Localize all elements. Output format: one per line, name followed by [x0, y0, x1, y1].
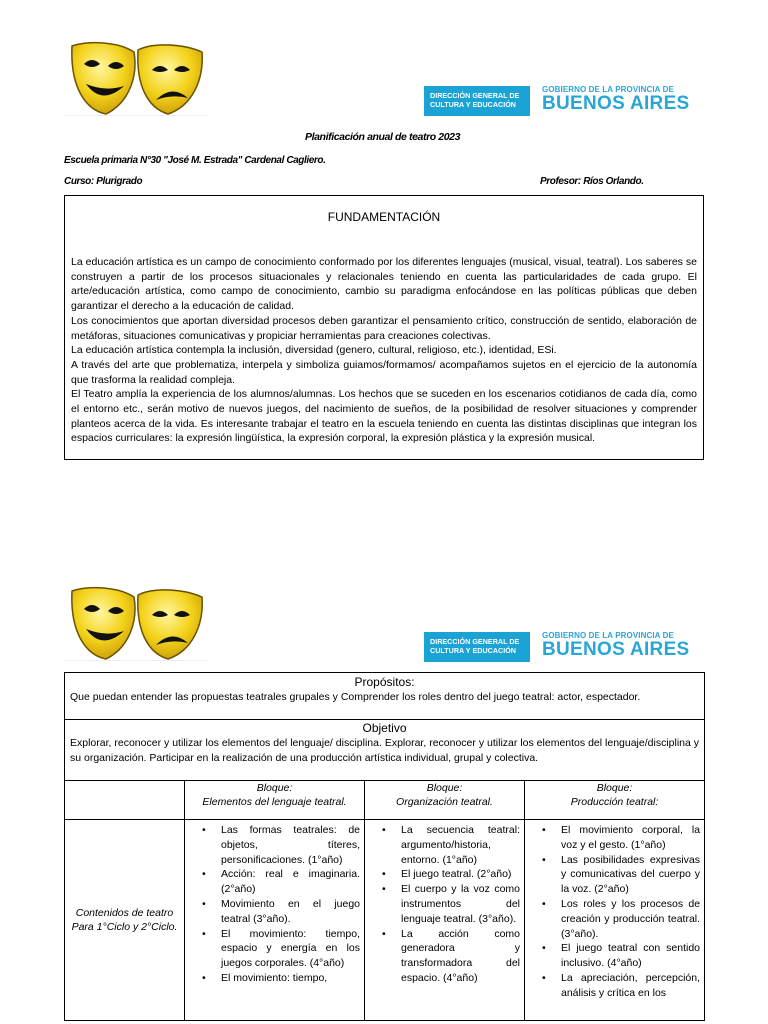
bloque-1-title: Elementos del lenguaje teatral. [202, 796, 347, 808]
bullet-list [365, 823, 524, 986]
bloque-3-title: Producción teatral: [570, 796, 659, 808]
objetivo-cell [65, 720, 705, 781]
list-item: • Acción: real e imaginaria. (2°año) [199, 867, 360, 897]
list-item: • La secuencia teatral: argumento/historia, entorno. (1°año) [379, 823, 520, 867]
government-logo [424, 84, 690, 118]
bloque-2-header [365, 781, 525, 820]
contenidos-line1: Contenidos de teatro [75, 907, 174, 919]
list-item: • El movimiento: tiempo, [199, 971, 360, 986]
government-logo [424, 630, 690, 664]
list-item: • El movimiento: tiempo, espacio y energía en los juegos corporales. (4°año) [199, 927, 360, 971]
logo-line-2: CULTURA Y EDUCACIÓN [430, 100, 516, 109]
list-item: • El cuerpo y la voz como instrumentos del lenguaje teatral. (3°año). [379, 882, 520, 926]
contenidos-col2 [365, 820, 525, 1021]
school-name: Escuela primaria N°30 "José M. Estrada" Cardenal Cagliero. [64, 155, 326, 166]
theatre-masks-logo [64, 585, 209, 661]
bloques-row [65, 781, 705, 820]
propositos-row [65, 673, 705, 720]
contenidos-col3 [525, 820, 705, 1021]
list-item: • El juego teatral con sentido inclusivo. (4°año) [539, 941, 700, 971]
fundamentacion-text [71, 255, 697, 446]
paragraph: La educación artística es un campo de conocimiento conformado por los diferentes lenguajes (musical, visual, teatral). Los saberes se construyen a partir de los procesos situacionales y relacionales teniendo en cuenta las particularidades de cada grupo. El arte/educación artística, como campo de conocimiento, cambio su paradigma enfocándose en las políticas públicas que deben garantizar el derecho a la educación de calidad. [71, 256, 697, 313]
logo-gov-small: GOBIERNO DE LA PROVINCIA DE [542, 631, 674, 640]
contenidos-row [65, 820, 705, 1021]
list-item: • El movimiento corporal, la voz y el gesto. (1°año) [539, 823, 700, 853]
fundamentacion-heading: FUNDAMENTACIÓN [327, 210, 441, 224]
bloque-label: Bloque: [596, 782, 633, 794]
bloque-label: Bloque: [256, 782, 293, 794]
logo-line-2: CULTURA Y EDUCACIÓN [430, 646, 516, 655]
bullet-list [185, 823, 364, 986]
list-item: • El juego teatral. (2°año) [379, 867, 520, 882]
propositos-heading: Propósitos: [354, 675, 415, 689]
provincia-logo-text [542, 85, 690, 114]
bullet-list [525, 823, 704, 1001]
objetivo-text: Explorar, reconocer y utilizar los elementos del lenguaje/ disciplina. Explorar, reconocer y utilizar los elementos del lenguaje/disciplina y su organización. Participar en la realización de una producción artística individual, grupal y colectiva. [70, 737, 700, 764]
paragraph: Los conocimientos que aportan diversidad procesos deben garantizar el pensamiento crítico, construcción de sentido, elaboración de metáforas, situaciones comunicativas y propiciar herramientas para creaciones colectivas. [71, 314, 697, 342]
objetivo-row [65, 720, 705, 781]
list-item: • Los roles y los procesos de creación y producción teatral. (3°año). [539, 897, 700, 941]
bloque-3-header [525, 781, 705, 820]
course-label: Curso: Plurigrado [64, 176, 143, 187]
direccion-general-logo-box [424, 632, 530, 662]
theatre-masks-logo [64, 40, 209, 116]
propositos-text: Que puedan entender las propuestas teatrales grupales y Comprender los roles dentro del juego teatral: actor, espectador. [70, 691, 641, 703]
logo-line-1: DIRECCIÓN GENERAL DE [430, 637, 520, 646]
logo-line-1: DIRECCIÓN GENERAL DE [430, 91, 520, 100]
propositos-cell [65, 673, 705, 720]
teacher-label: Profesor: Ríos Orlando. [540, 176, 644, 187]
logo-gov-big: BUENOS AIRES [542, 639, 690, 660]
paragraph: A través del arte que problematiza, interpela y simboliza guiamos/formamos/ acompañamos sujetos en el ejercicio de la autonomía que trasforma la realidad compleja. [71, 358, 697, 386]
bloque-2-title: Organización teatral. [396, 796, 493, 808]
paragraph: La educación artística contempla la inclusión, diversidad (genero, cultural, religioso, etc.), identidad, ESi. [71, 344, 557, 357]
fundamentacion-box [64, 195, 704, 460]
list-item: • Las posibilidades expresivas y comunicativas del cuerpo y la voz. (2°año) [539, 853, 700, 897]
logo-gov-small: GOBIERNO DE LA PROVINCIA DE [542, 85, 674, 94]
contenidos-col1 [185, 820, 365, 1021]
list-item: • La apreciación, percepción, análisis y crítica en los [539, 971, 700, 1001]
objetivo-heading: Objetivo [362, 721, 407, 735]
contenidos-label-cell [65, 820, 185, 1021]
paragraph: El Teatro amplía la experiencia de los alumnos/alumnas. Los hechos que se suceden en los escenarios cotidianos de cada día, como el entorno etc., serán motivo de nuevos juegos, del nacimiento de sueños, de la posibilidad de resolver situaciones y comprender planteos acerca de la vida. Es interesante trabajar el teatro en la escuela teniendo en cuenta las distintas disciplinas que integran los espacios curriculares: la expresión lingüística, la expresión corporal, la expresión plástica y la expresión musical. [71, 388, 697, 445]
empty-cell [65, 781, 185, 820]
planning-table [64, 672, 705, 1021]
bloque-label: Bloque: [426, 782, 463, 794]
list-item: • Movimiento en el juego teatral (3°año). [199, 897, 360, 927]
contenidos-line2: Para 1°Ciclo y 2°Ciclo. [71, 921, 178, 933]
document-title: Planificación anual de teatro 2023 [305, 131, 461, 143]
logo-gov-big: BUENOS AIRES [542, 93, 690, 114]
list-item: • La acción como generadora y transformadora del espacio. (4°año) [379, 927, 520, 986]
provincia-logo-text [542, 631, 690, 660]
list-item: • Las formas teatrales: de objetos, títeres, personificaciones. (1°año) [199, 823, 360, 867]
bloque-1-header [185, 781, 365, 820]
direccion-general-logo-box [424, 86, 530, 116]
